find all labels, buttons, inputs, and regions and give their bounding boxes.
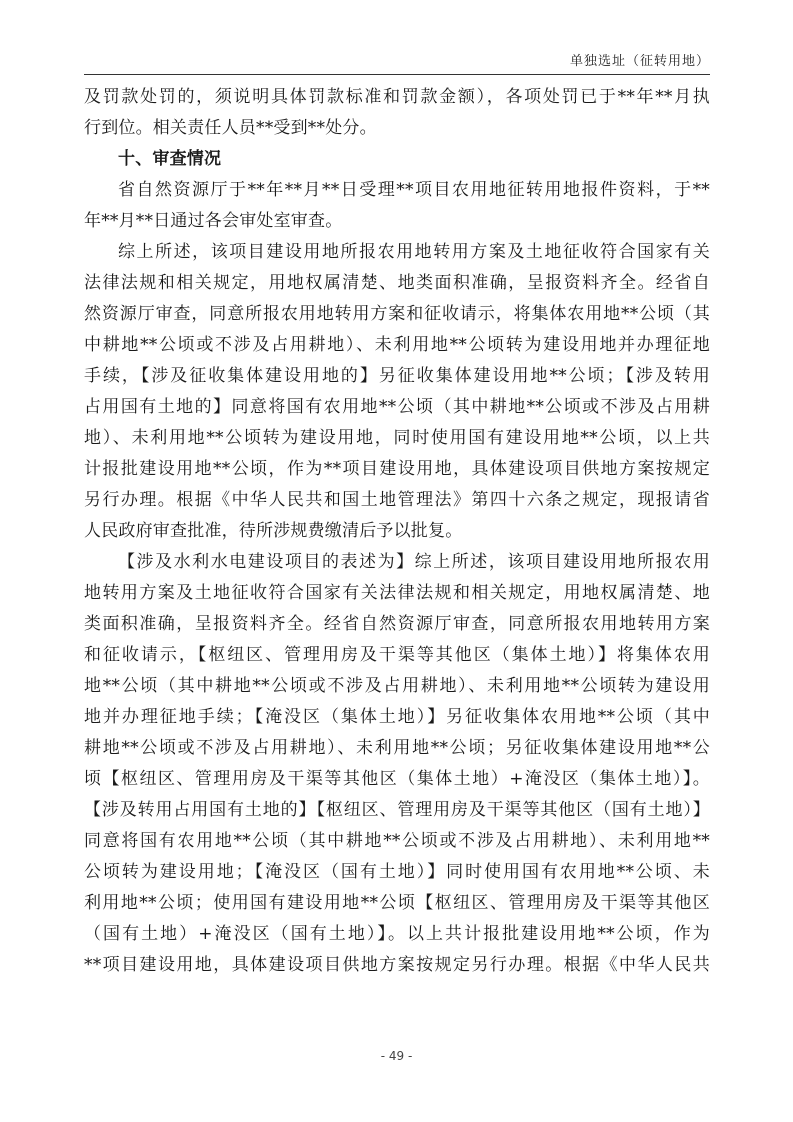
body-line: **项目建设用地，具体建设项目供地方案按规定另行办理。根据《中华人民共 [84,955,710,975]
page-header [84,50,710,70]
body-line: 地转用方案及土地征收符合国家有关法律法规和相关规定，用地权属清楚、地 [84,583,710,603]
body-line: 法律法规和相关规定，用地权属清楚、地类面积准确，呈报资料齐全。经省自 [84,273,710,293]
body-line: 手续，【涉及征收集体建设用地的】另征收集体建设用地**公顷；【涉及转用 [84,366,710,386]
body-line: 另行办理。根据《中华人民共和国土地管理法》第四十六条之规定，现报请省 [84,490,710,510]
body-line: 地**公顷（其中耕地**公顷或不涉及占用耕地）、未利用地**公顷转为建设用 [84,676,710,696]
body-line: 地）、未利用地**公顷转为建设用地，同时使用国有建设用地**公顷，以上共 [84,428,710,448]
body-line: 和征收请示，【枢纽区、管理用房及干渠等其他区（集体土地）】将集体农用 [84,645,710,665]
body-line: 类面积准确，呈报资料齐全。经省自然资源厅审查，同意所报农用地转用方案 [84,614,710,634]
body-line: 综上所述，该项目建设用地所报农用地转用方案及土地征收符合国家有关 [118,242,710,262]
body-line: 【涉及转用占用国有土地的】【枢纽区、管理用房及干渠等其他区（国有土地）】 [84,800,710,820]
body-line: 【涉及水利水电建设项目的表述为】综上所述，该项目建设用地所报农用 [118,552,710,572]
body-line: 利用地**公顷；使用国有建设用地**公顷【枢纽区、管理用房及干渠等其他区 [84,893,710,913]
body-line: 公顷转为建设用地；【淹没区（国有土地）】同时使用国有农用地**公顷、未 [84,862,710,882]
body-line: 顷【枢纽区、管理用房及干渠等其他区（集体土地）+淹没区（集体土地）】。 [84,769,710,789]
body-line: 行到位。相关责任人员**受到**处分。 [84,118,377,138]
section-heading: 十、审查情况 [118,149,222,169]
body-line: 计报批建设用地**公顷，作为**项目建设用地，具体建设项目供地方案按规定 [84,459,710,479]
body-line: 地并办理征地手续；【淹没区（集体土地）】另征收集体农用地**公顷（其中 [84,707,710,727]
header-title: 单独选址（征转用地） [569,54,710,69]
body-line: 省自然资源厅于**年**月**日受理**项目农用地征转用地报件资料，于** [118,180,710,200]
header-divider [84,74,710,75]
body-line: （国有土地）+淹没区（国有土地）】。以上共计报批建设用地**公顷，作为 [84,924,710,944]
document-body [84,82,710,981]
body-line: 耕地**公顷或不涉及占用耕地）、未利用地**公顷；另征收集体建设用地**公 [84,738,710,758]
body-line: 同意将国有农用地**公顷（其中耕地**公顷或不涉及占用耕地）、未利用地** [84,831,710,851]
body-line: 及罚款处罚的，须说明具体罚款标准和罚款金额），各项处罚已于**年**月执 [84,87,710,107]
body-line: 然资源厅审查，同意所报农用地转用方案和征收请示，将集体农用地**公顷（其 [84,304,710,324]
body-line: 中耕地**公顷或不涉及占用耕地）、未利用地**公顷转为建设用地并办理征地 [84,335,710,355]
body-line: 人民政府审查批准，待所涉规费缴清后予以批复。 [84,521,463,541]
body-line: 占用国有土地的】同意将国有农用地**公顷（其中耕地**公顷或不涉及占用耕 [84,397,710,417]
body-line: 年**月**日通过各会审处室审查。 [84,211,343,231]
page-number: - 49 - [380,1049,413,1063]
